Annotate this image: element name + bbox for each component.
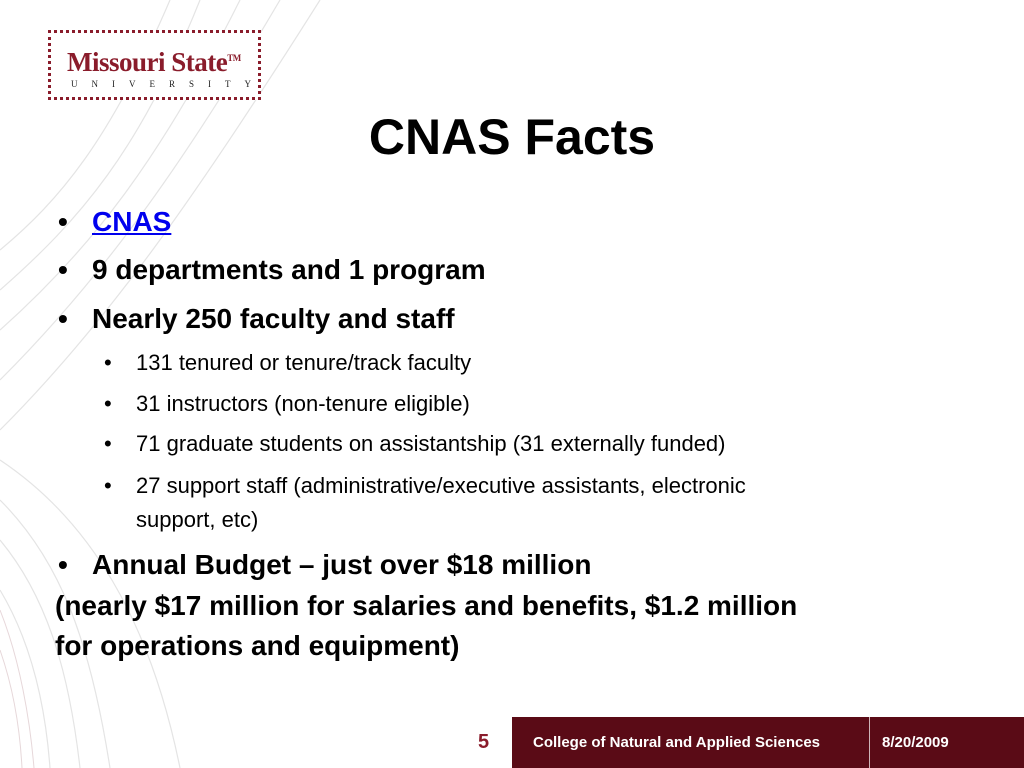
bullet-text: Annual Budget – just over $18 million <box>92 549 592 580</box>
budget-detail-line-1: (nearly $17 million for salaries and benefits, $1.2 million <box>55 590 798 621</box>
sub-bullet-text: 71 graduate students on assistantship (31 externally funded) <box>136 431 726 456</box>
page-number: 5 <box>478 731 490 753</box>
bullet-departments <box>58 254 486 286</box>
bullet-text: 9 departments and 1 program <box>92 254 486 285</box>
sub-bullet-dot: • <box>104 473 112 498</box>
sub-bullet-text: 27 support staff (administrative/executive assistants, electronic <box>136 473 746 498</box>
bullet-text: Nearly 250 faculty and staff <box>92 303 455 334</box>
sub-bullet-dot: • <box>104 391 112 416</box>
university-logo <box>48 30 265 100</box>
bullet-cnas <box>58 206 171 238</box>
footer-divider <box>869 717 870 768</box>
bullet-dot: • <box>58 206 68 237</box>
sub-bullet-dot: • <box>104 350 112 375</box>
logo-wordmark: Missouri State™ <box>67 47 241 77</box>
sub-bullet-tenured <box>104 346 471 380</box>
bullet-faculty-staff <box>58 303 455 335</box>
sub-bullet-text-continued: support, etc) <box>136 507 259 532</box>
budget-detail-line-2: for operations and equipment) <box>55 630 460 661</box>
sub-bullet-instructors <box>104 387 470 421</box>
sub-bullet-text: 131 tenured or tenure/track faculty <box>136 350 472 375</box>
sub-bullet-support-staff <box>104 469 746 537</box>
sub-bullet-graduate <box>104 427 726 461</box>
slide-title: CNAS Facts <box>368 109 656 165</box>
sub-bullet-dot: • <box>104 431 112 456</box>
footer-date: 8/20/2009 <box>882 734 949 751</box>
bullet-dot: • <box>58 303 68 334</box>
bullet-dot: • <box>58 254 68 285</box>
bullet-budget <box>58 549 591 581</box>
footer-college-name: College of Natural and Applied Sciences <box>533 734 821 751</box>
sub-bullet-text: 31 instructors (non-tenure eligible) <box>136 391 470 416</box>
cnas-link[interactable]: CNAS <box>92 206 172 237</box>
footer-bar <box>512 717 1024 768</box>
logo-subtitle: UNIVERSITY <box>71 79 265 89</box>
logo-trademark: TM <box>227 53 241 63</box>
bullet-dot: • <box>58 549 68 580</box>
